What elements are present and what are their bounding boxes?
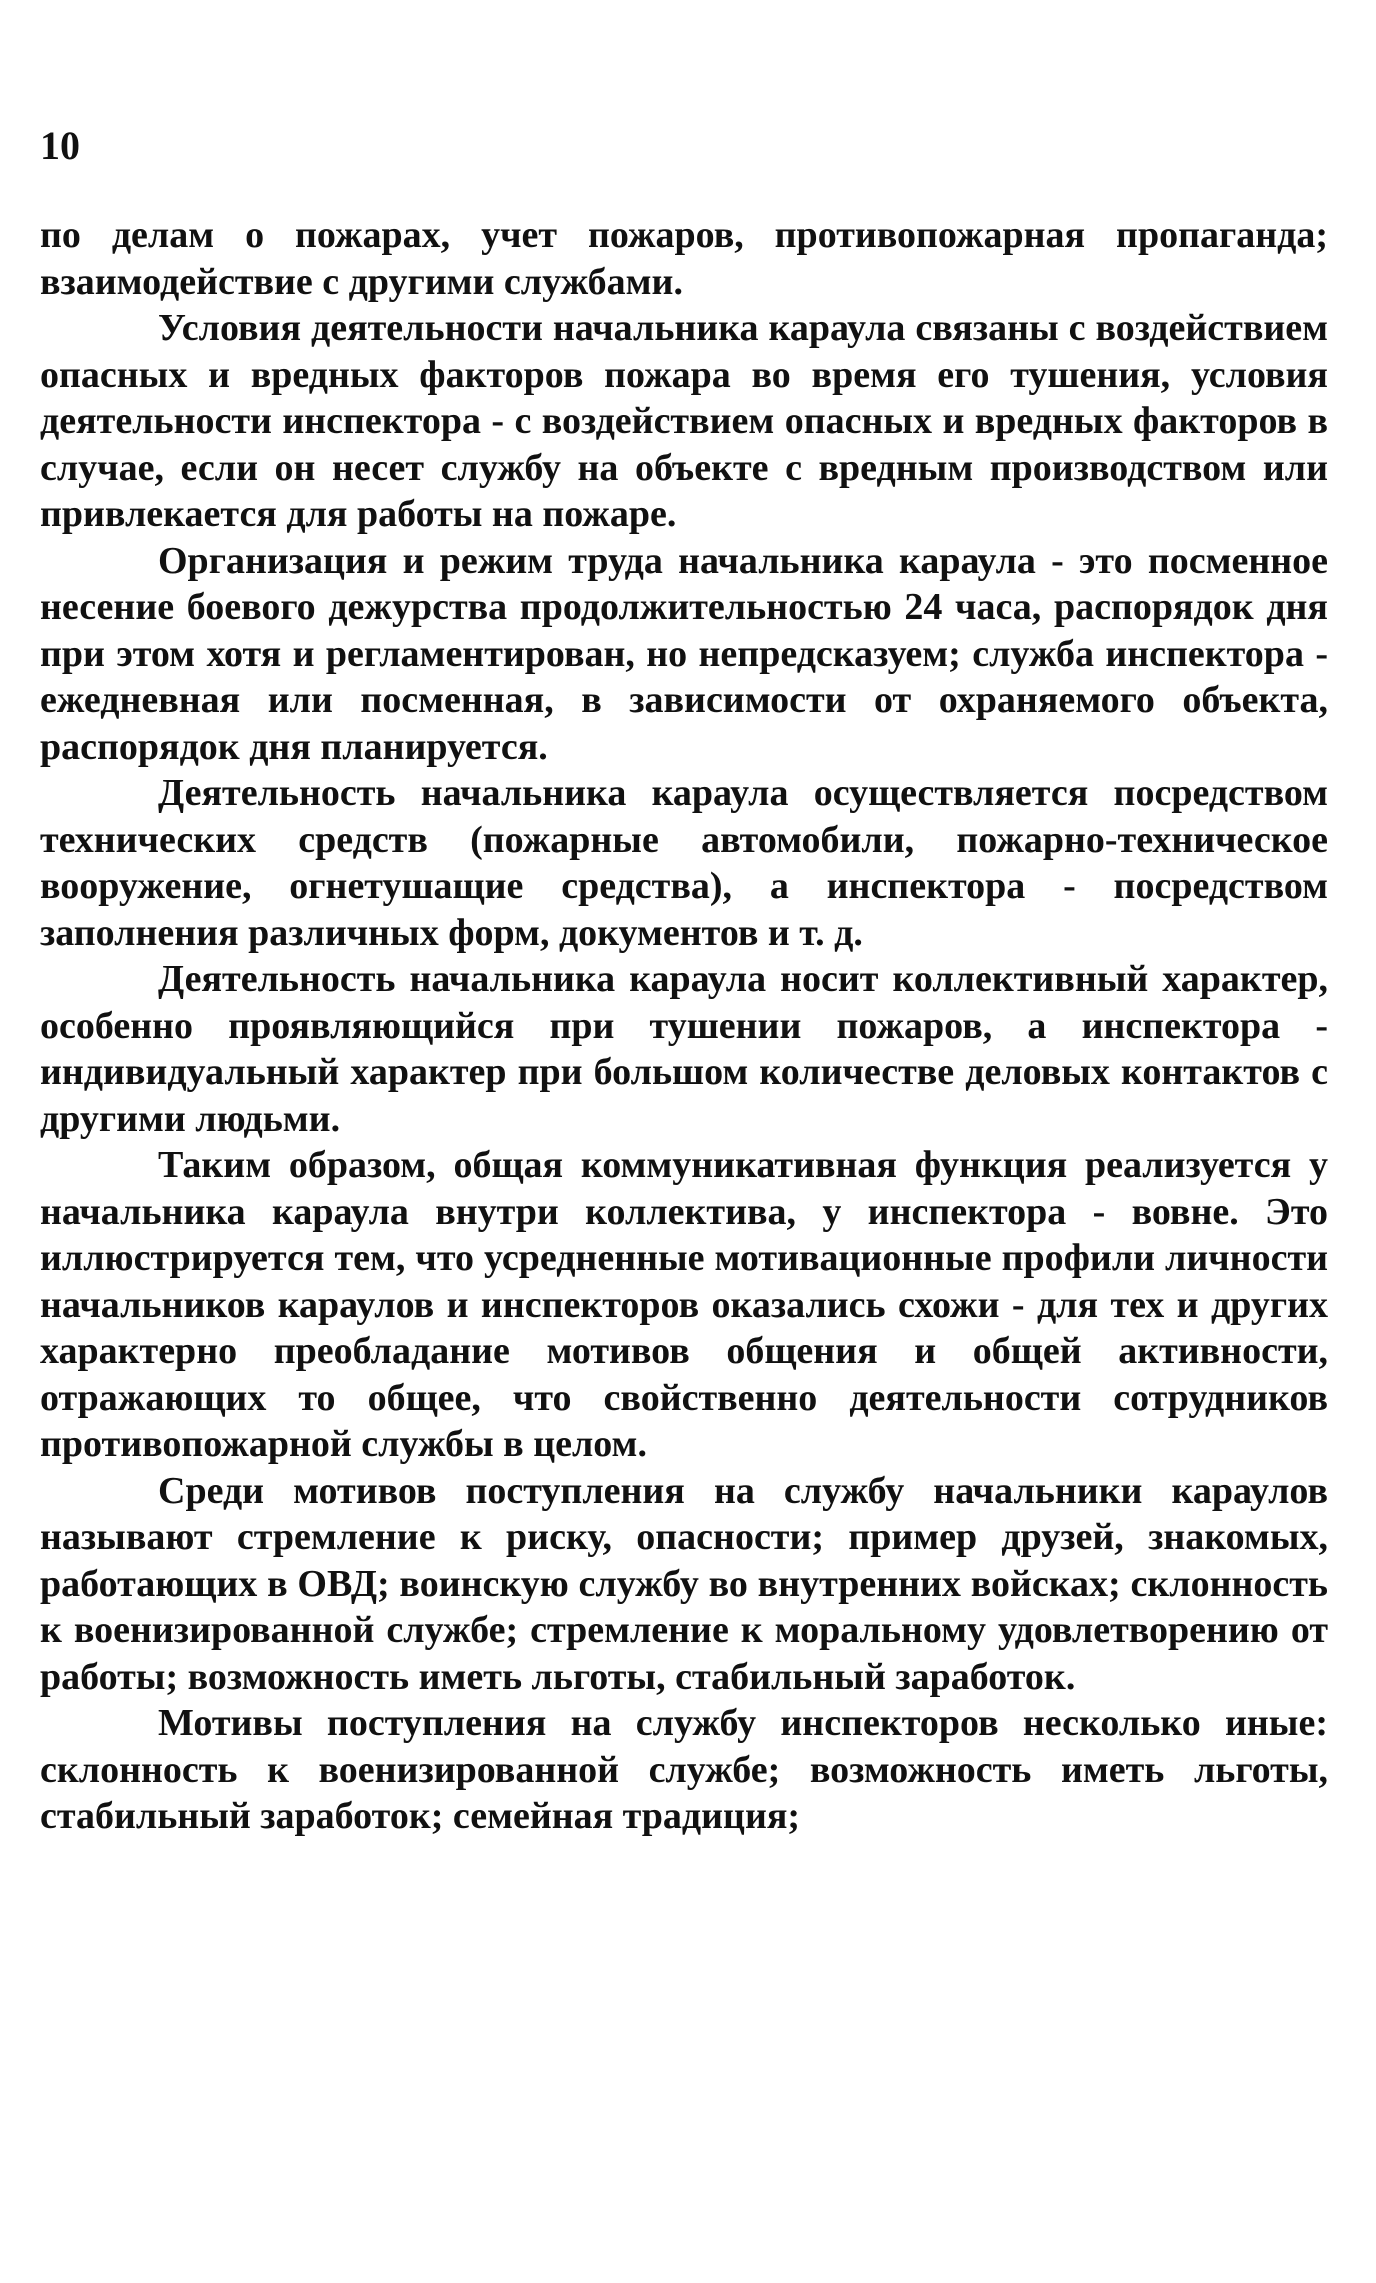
body-text (40, 212, 1328, 1840)
paragraph-2: Условия деятельности начальника караула связаны с воздействием опасных и вредных факторов пожара во время его тушения, условия деятельности инспектора - с воздействием опасных и вредных факторов в случае, если он несет службу на объекте с вредным производством или привлекается для работы на пожаре. (40, 307, 1328, 535)
paragraph-8: Мотивы поступления на службу инспекторов несколько иные: склонность к военизированной службе; возможность иметь льготы, стабильный заработок; семейная традиция; (40, 1702, 1328, 1837)
paragraph-3: Организация и режим труда начальника караула - это посменное несение боевого дежурства продолжительностью 24 часа, распорядок дня при этом хотя и регламентирован, но непредсказуем; служба инспектора - ежедневная или посменная, в зависимости от охраняемого объекта, распорядок дня планируется. (40, 539, 1328, 768)
paragraph-4: Деятельность начальника караула осуществляется посредством технических средств (пожарные автомобили, пожарно-техническое вооружение, огнетушащие средства), а инспектора - посредством заполнения различных форм, документов и т. д. (40, 772, 1328, 954)
paragraph-1: по делам о пожарах, учет пожаров, противопожарная пропаганда; взаимодействие с другими службами. (40, 214, 1328, 303)
paragraph-6: Таким образом, общая коммуникативная функция реализуется у начальника караула внутри коллектива, у инспектора - вовне. Это иллюстрируется тем, что усредненные мотивационные профили личности начальников караулов и инспекторов оказались схожи - для тех и других характерно преобладание мотивов общения и общей активности, отражающих то общее, что свойственно деятельности сотрудников противопожарной службы в целом. (40, 1144, 1328, 1465)
paragraph-7: Среди мотивов поступления на службу начальники караулов называют стремление к риску, опасности; пример друзей, знакомых, работающих в ОВД; воинскую службу во внутренних войсках; склонность к военизированной службе; стремление к моральному удовлетворению от работы; возможность иметь льготы, стабильный заработок. (40, 1469, 1328, 1698)
page-number: 10 (40, 123, 80, 168)
paragraph-5: Деятельность начальника караула носит коллективный характер, особенно проявляющийся при тушении пожаров, а инспектора - индивидуальный характер при большом количестве деловых контактов с другими людьми. (40, 958, 1328, 1140)
